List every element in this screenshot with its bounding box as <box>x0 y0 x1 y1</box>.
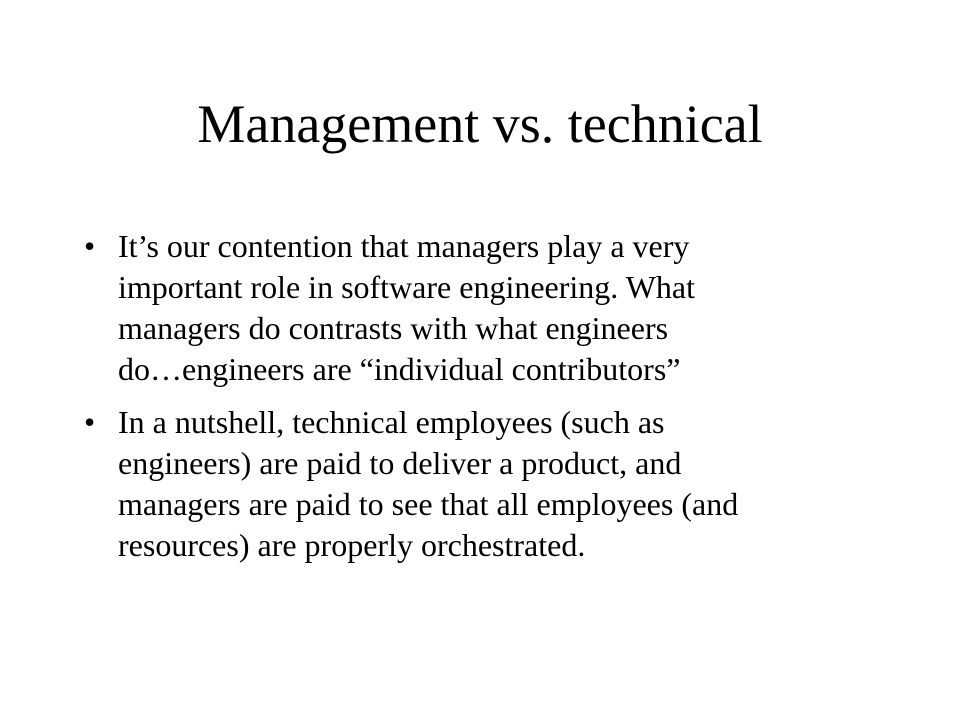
bullet-line: managers are paid to see that all employees (and <box>118 486 739 522</box>
bullet-line: important role in software engineering. What <box>118 269 695 305</box>
bullet-line: do…engineers are “individual contributors” <box>118 351 681 387</box>
bullet-line: It’s our contention that managers play a very <box>118 228 690 264</box>
bullet-list <box>84 226 864 578</box>
bullet-line: resources) are properly orchestrated. <box>118 527 586 563</box>
bullet-icon: • <box>84 228 96 264</box>
bullet-line: In a nutshell, technical employees (such as <box>118 404 665 440</box>
bullet-text <box>118 402 864 566</box>
bullet-line: managers do contrasts with what engineers <box>118 310 669 346</box>
bullet-item <box>84 226 864 390</box>
bullet-icon: • <box>84 404 96 440</box>
slide-title: Management vs. technical <box>197 94 763 154</box>
bullet-line: engineers) are paid to deliver a product, and <box>118 445 682 481</box>
bullet-item <box>84 402 864 566</box>
bullet-text <box>118 226 864 390</box>
